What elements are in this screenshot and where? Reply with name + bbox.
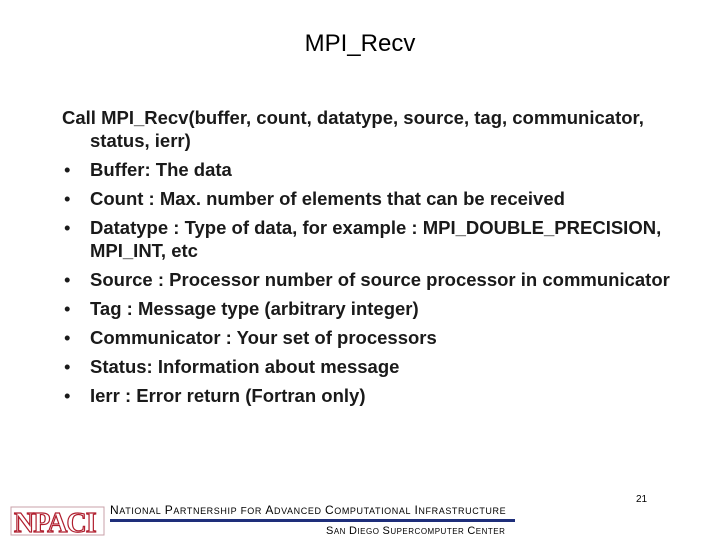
footer-rule: [110, 519, 515, 522]
bullet-marker: •: [64, 269, 71, 290]
list-item: • Buffer: The data: [64, 159, 232, 180]
bullet-marker: •: [64, 298, 71, 319]
parameter-list: [62, 158, 682, 407]
page-number: 21: [636, 494, 648, 505]
call-signature: Call MPI_Recv(buffer, count, datatype, source, tag, communicator, status, ierr): [62, 107, 644, 151]
partnership-text: NATIONAL PARTNERSHIP FOR ADVANCED COMPUTATIONAL INFRASTRUCTURE: [110, 503, 507, 517]
list-item: • Datatype : Type of data, for example : MPI_DOUBLE_PRECISION, MPI_INT, etc: [64, 217, 662, 261]
bullet-marker: •: [64, 385, 71, 406]
bullet-marker: •: [64, 159, 71, 180]
bullet-marker: •: [64, 217, 71, 238]
list-item: • Status: Information about message: [64, 356, 400, 377]
list-item: • Ierr : Error return (Fortran only): [64, 385, 366, 406]
list-item: • Count : Max. number of elements that can be received: [64, 188, 565, 209]
bullet-marker: •: [64, 356, 71, 377]
npaci-logo: [10, 504, 105, 537]
list-item: • Tag : Message type (arbitrary integer): [64, 298, 419, 319]
center-name: SAN DIEGO SUPERCOMPUTER CENTER: [326, 525, 506, 537]
bullet-marker: •: [64, 327, 71, 348]
slide-title: MPI_Recv: [304, 30, 416, 57]
slide-body: [62, 106, 682, 413]
list-item: • Communicator : Your set of processors: [64, 327, 437, 348]
list-item: • Source : Processor number of source processor in communicator: [64, 269, 670, 290]
svg-text:NPACI: NPACI: [14, 508, 96, 537]
bullet-marker: •: [64, 188, 71, 209]
